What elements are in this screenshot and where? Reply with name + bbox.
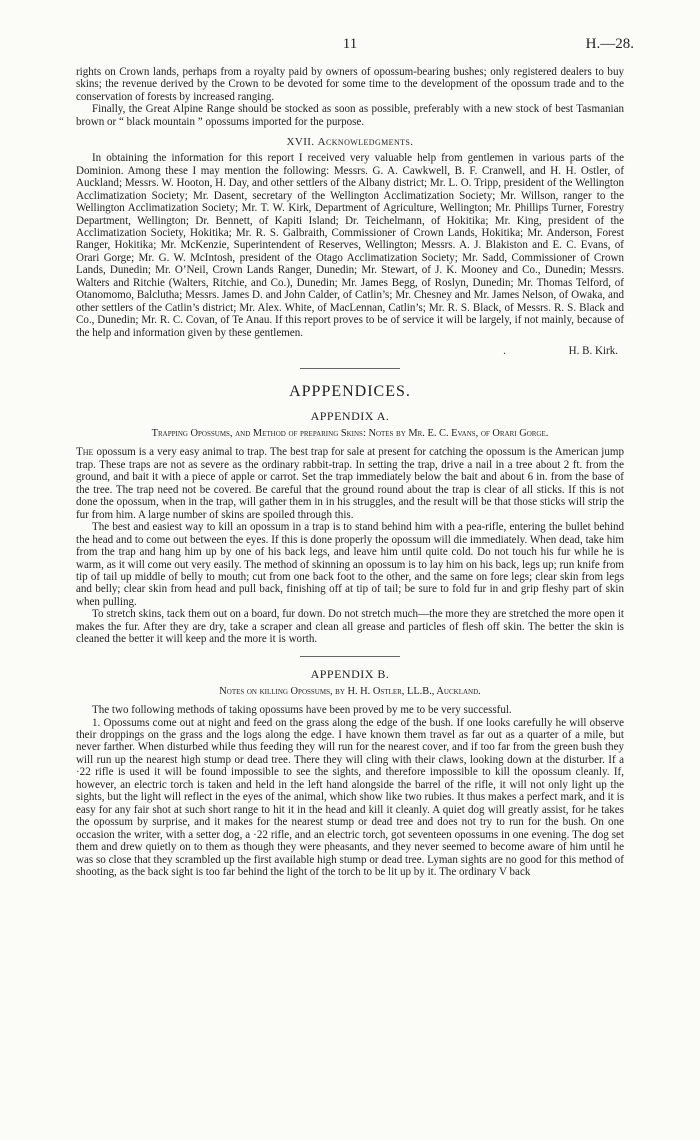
acknowledgments-heading [76,136,624,148]
appendices-title: APPPENDICES. [289,383,411,401]
page-content [76,66,624,878]
appendix-b-subtitle: Notes on killing Opossums, by H. H. Ostler, LL.B., Auckland. [219,685,481,697]
page-number: 11 [342,36,358,52]
page-header [0,36,700,56]
intro-paragraph-1: rights on Crown lands, perhaps from a royalty paid by owners of opossum-bearing bushes; only registered dealers to buy skins; the revenue derived by the Crown to be devoted for some time to the development of the opossum trade and to the conservation of forests by increased ranging. [76,66,624,103]
appendix-a-paragraph-2: The best and easiest way to kill an opossum in a trap is to stand behind him with a pea-rifle, entering the bullet behind the head and to come out between the eyes. If this is done properly the opossum will die immediately. When dead, take him from the trap and hang him up by one of his back legs, and leave him until quite cold. Do not touch his fur while he is warm, as it will come out very easily. The method of skinning an opossum is to lay him on his back, legs up; run knife from tip of tail up middle of belly to mouth; cut from one back foot to the other, and the same on fore legs; clear skin from legs and belly; clear skin from head and pull back, finishing off at tip of tail; be sure to fold fur in and grip fleshy part of skin when pulling. [76,521,624,608]
appendix-divider [300,656,400,657]
section-number: XVII. [286,136,315,149]
appendix-b-paragraph-2: 1. Opossums come out at night and feed on the grass along the edge of the bush. If one looks carefully he will observe their droppings on the grass and the logs along the edge. I have known them travel as far out as a quarter of a mile, but never farther. When disturbed while thus feeding they will run for the nearest cover, and if too far from the green bush they will run up the nearest high stump or dead tree. There they will cling with their claws, looking down at the disturber. If a ·22 rifle is used it will be found impossible to see the sights, and therefore impossible to kill the opossum cleanly. If, however, an electric torch is taken and held in the left hand alongside the barrel of the rifle, it will not only light up the sights, but the light will reflect in the eyes of the animal, which show like two rubies. It thus makes a perfect mark, and it is easy for any fair shot at such short range to hit it in the head and kill it cleanly. A quiet dog will greatly assist, for he takes the opossum by surprise, and it makes for the nearest stump or dead tree and does not try to run for the bush. On one occasion the writer, with a setter dog, a ·22 rifle, and an electric torch, got seventeen opossums in one evening. The dog set them and drew quietly on to them as though they were pheasants, and they never seemed to become aware of him until he was so close that they scrambled up the first available high stump or dead tree. Lyman sights are no good for this method of shooting, as the back sight is too far behind the light of the torch to be lit up by it. The ordinary V back [76,716,624,879]
appendix-a-subtitle: Trapping Opossums, and Method of preparing Skins: Notes by Mr. E. C. Evans, of Orari Gorge. [151,428,549,440]
intro-paragraph-2: Finally, the Great Alpine Range should be stocked as soon as possible, preferably with a new stock of best Tasmanian brown or “ black mountain ” opossums imported for the purpose. [76,103,624,128]
section-title: Acknowledgments. [317,136,414,149]
section-divider [300,368,400,369]
appendix-a-title: APPENDIX A. [310,409,390,424]
appendix-a-paragraph-1-text: opossum is a very easy animal to trap. The best trap for sale at present for catching the opossum is the American jump trap. These traps are not as severe as the ordinary rabbit-trap. In setting the trap, drive a nail in a tree about 2 ft. from the ground, and bait it with a piece of apple or carrot. Set the trap immediately below the bait and about 6 in. from the base of the tree. The trap need not be covered. Be careful that the ground round about the trap is clear of all sticks. If this is not done the opossum, when in the trap, will gather them in in his struggles, and the result will be that those sticks will strip the fur from him. A large number of skins are spoiled through this. [76,446,624,521]
appendix-b-title: APPENDIX B. [310,666,390,681]
lead-word: The [76,446,94,459]
appendix-a-paragraph-1 [76,446,624,521]
appendix-b-paragraph-1: The two following methods of taking opossums have been proved by me to be very successful. [92,704,512,717]
document-reference: H.—28. [585,36,634,52]
signature-line [76,345,618,358]
stray-mark: . [503,345,506,358]
author-signature: H. B. Kirk. [568,345,618,358]
appendix-a-paragraph-3: To stretch skins, tack them out on a board, fur down. Do not stretch much—the more they are stretched the more open it makes the fur. After they are dry, take a scraper and clean all grease and particles of flesh off skin. The better the skin is cleaned the better it will keep and the more it is worth. [76,608,624,646]
acknowledgments-paragraph: In obtaining the information for this report I received very valuable help from gentlemen in various parts of the Dominion. Among these I may mention the following: Messrs. G. A. Cawkwell, B. F. Cranwell, and H. H. Ostler, of Auckland; Messrs. W. Hooton, H. Day, and other settlers of the Albany district; Mr. L. O. Tripp, president of the Wellington Acclimatization Society; Mr. Dasent, secretary of the Wellington Acclimatization Society; Mr. Willson, ranger to the Wellington Acclimatization Society; Mr. T. W. Kirk, Department of Agriculture, Wellington; Mr. Phillips Turner, Forestry Department, Wellington; Dr. Bennett, of Kapiti Island; Dr. Teichelmann, of Hokitika; Mr. King, president of the Acclimatization Society, Hokitika; Mr. R. S. Galbraith, Commissioner of Crown Lands, Hokitika; Mr. Anderson, Forest Ranger, Hokitika; Mr. McKenzie, Superintendent of Reserves, Wellington; Messrs. A. J. Blakiston and E. C. Evans, of Orari Gorge; Mr. G. W. McIntosh, president of the Otago Acclimatization Society; Mr. Sadd, Commissioner of Crown Lands, Dunedin; Mr. O’Neil, Crown Lands Ranger, Dunedin; Mr. Stewart, of J. K. Mooney and Co., Dunedin; Messrs. Walters and Ritchie (Walters, Ritchie, and Co.), Dunedin; Mr. James Begg, of Roslyn, Dunedin; Mr. Thomas Telford, of Otanomomo, Balclutha; Messrs. James D. and John Calder, of Catlin’s; Mr. Chesney and Mr. James Nelson, of Owaka, and other settlers of the Catlin’s district; Mr. Alex. White, of MacLennan, Catlin’s; Mr. R. S. Black, of Messrs. R. S. Black and Co., Dunedin; Mr. R. C. Covan, of Te Anau. If this report proves to be of service it will be largely, if not mainly, because of the help and information given by these gentlemen. [76,152,624,339]
